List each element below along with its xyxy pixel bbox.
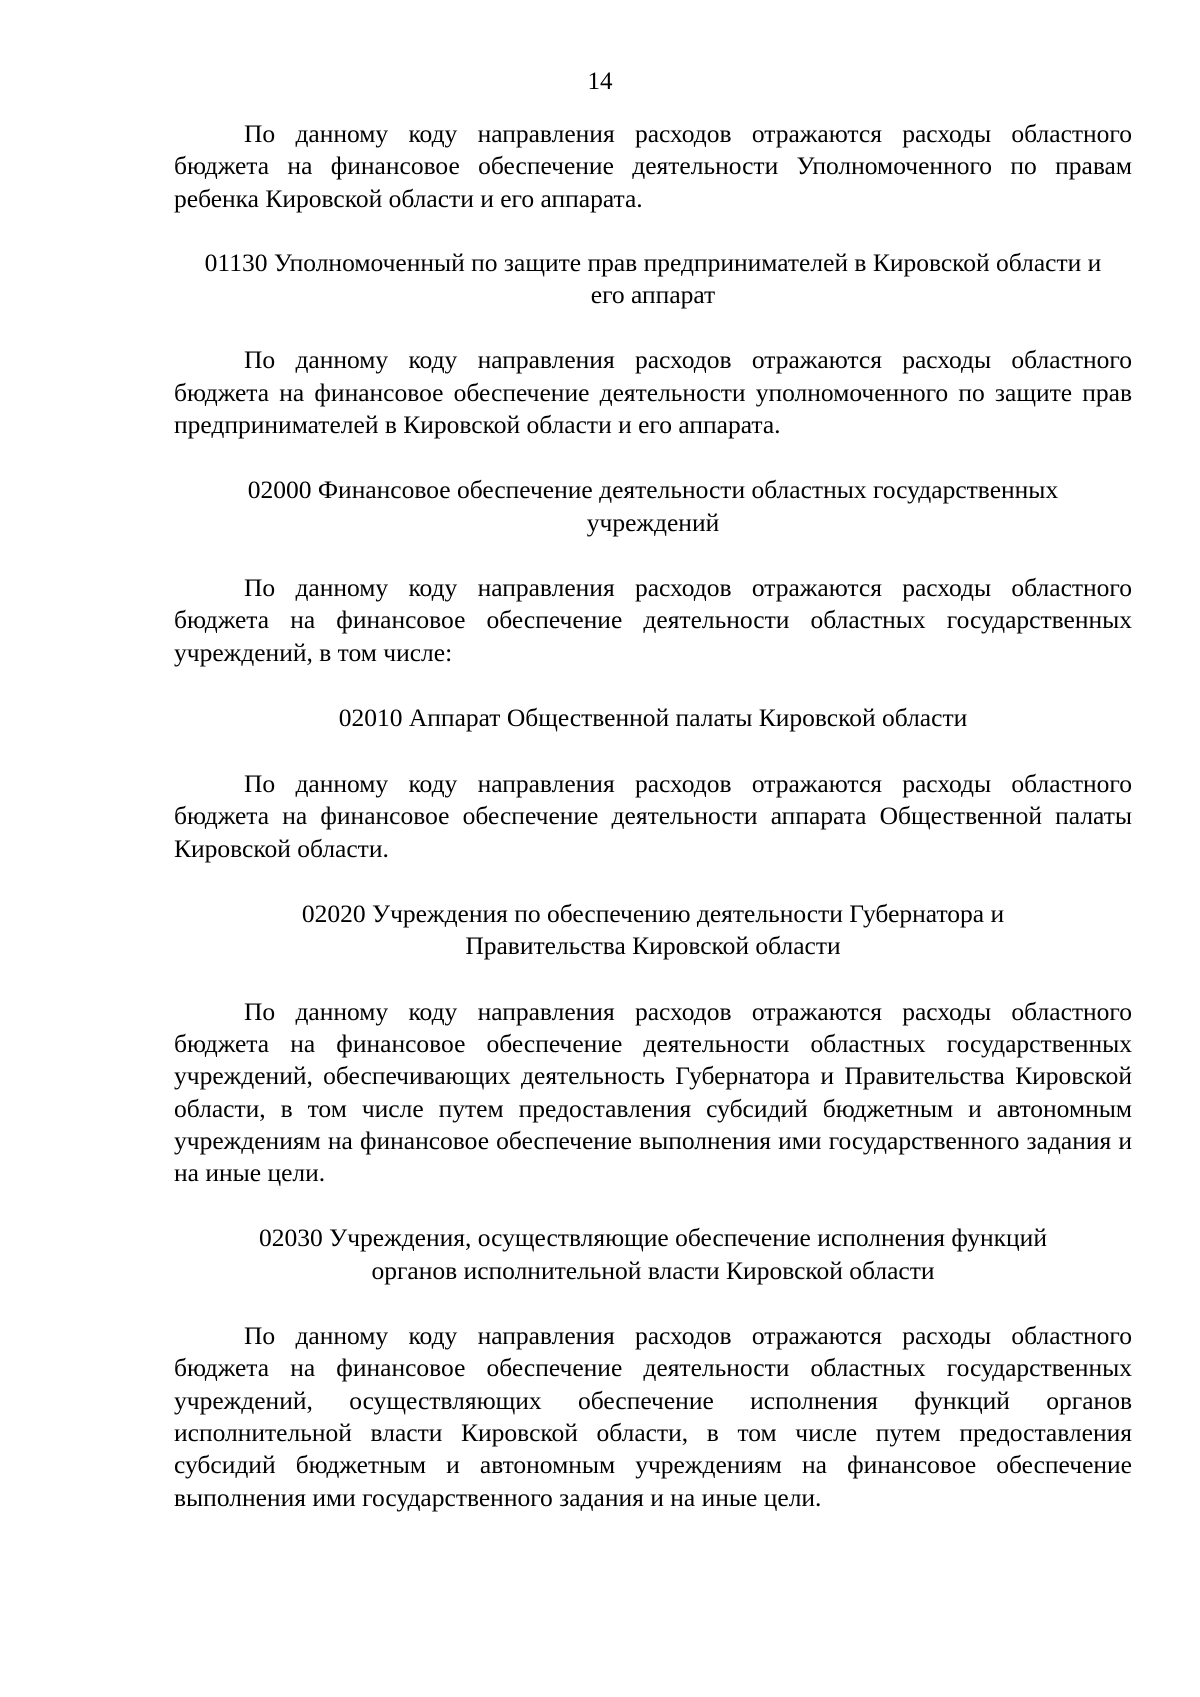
paragraph-01130: По данному коду направления расходов отражаются расходы областного бюджета на финансовое обеспечение деятельности уполномоченного по защите прав предпринимателей в Кировской области и его аппарата. <box>174 345 1132 440</box>
heading-02030: 02030 Учреждения, осуществляющие обеспечение исполнения функций органов исполнительной власти Кировской области <box>259 1223 1047 1285</box>
heading-01130: 01130 Уполномоченный по защите прав предпринимателей в Кировской области и его аппарат <box>204 247 1102 310</box>
page-number: 14 <box>587 68 613 95</box>
document-body <box>174 118 1132 1514</box>
heading-02020: 02020 Учреждения по обеспечению деятельности Губернатора и Правительства Кировской области <box>301 899 1005 961</box>
heading-02000: 02000 Финансовое обеспечение деятельности областных государственных учреждений <box>247 475 1059 537</box>
heading-02010: 02010 Аппарат Общественной палаты Кировской области <box>338 702 968 732</box>
paragraph-02000: По данному коду направления расходов отражаются расходы областного бюджета на финансовое обеспечение деятельности областных государственных учреждений, в том числе: <box>174 572 1132 667</box>
paragraph-child-rights-ombudsman: По данному коду направления расходов отражаются расходы областного бюджета на финансовое обеспечение деятельности Уполномоченного по правам ребенка Кировской области и его аппарата. <box>174 119 1132 213</box>
paragraph-02030: По данному коду направления расходов отражаются расходы областного бюджета на финансовое обеспечение деятельности областных государственных учреждений, осуществляющих обеспечение исполнения функций органов исполнительной власти Кировской области, в том числе путем предоставления субсидий бюджетным и автономным учреждениям на финансовое обеспечение выполнения ими государственного задания и на иные цели. <box>174 1321 1132 1512</box>
paragraph-02020: По данному коду направления расходов отражаются расходы областного бюджета на финансовое обеспечение деятельности областных государственных учреждений, обеспечивающих деятельность Губернатора и Правительства Кировской области, в том числе путем предоставления субсидий бюджетным и автономным учреждениям на финансовое обеспечение выполнения ими государственного задания и на иные цели. <box>174 996 1132 1188</box>
paragraph-02010: По данному коду направления расходов отражаются расходы областного бюджета на финансовое обеспечение деятельности аппарата Общественной палаты Кировской области. <box>174 769 1132 863</box>
